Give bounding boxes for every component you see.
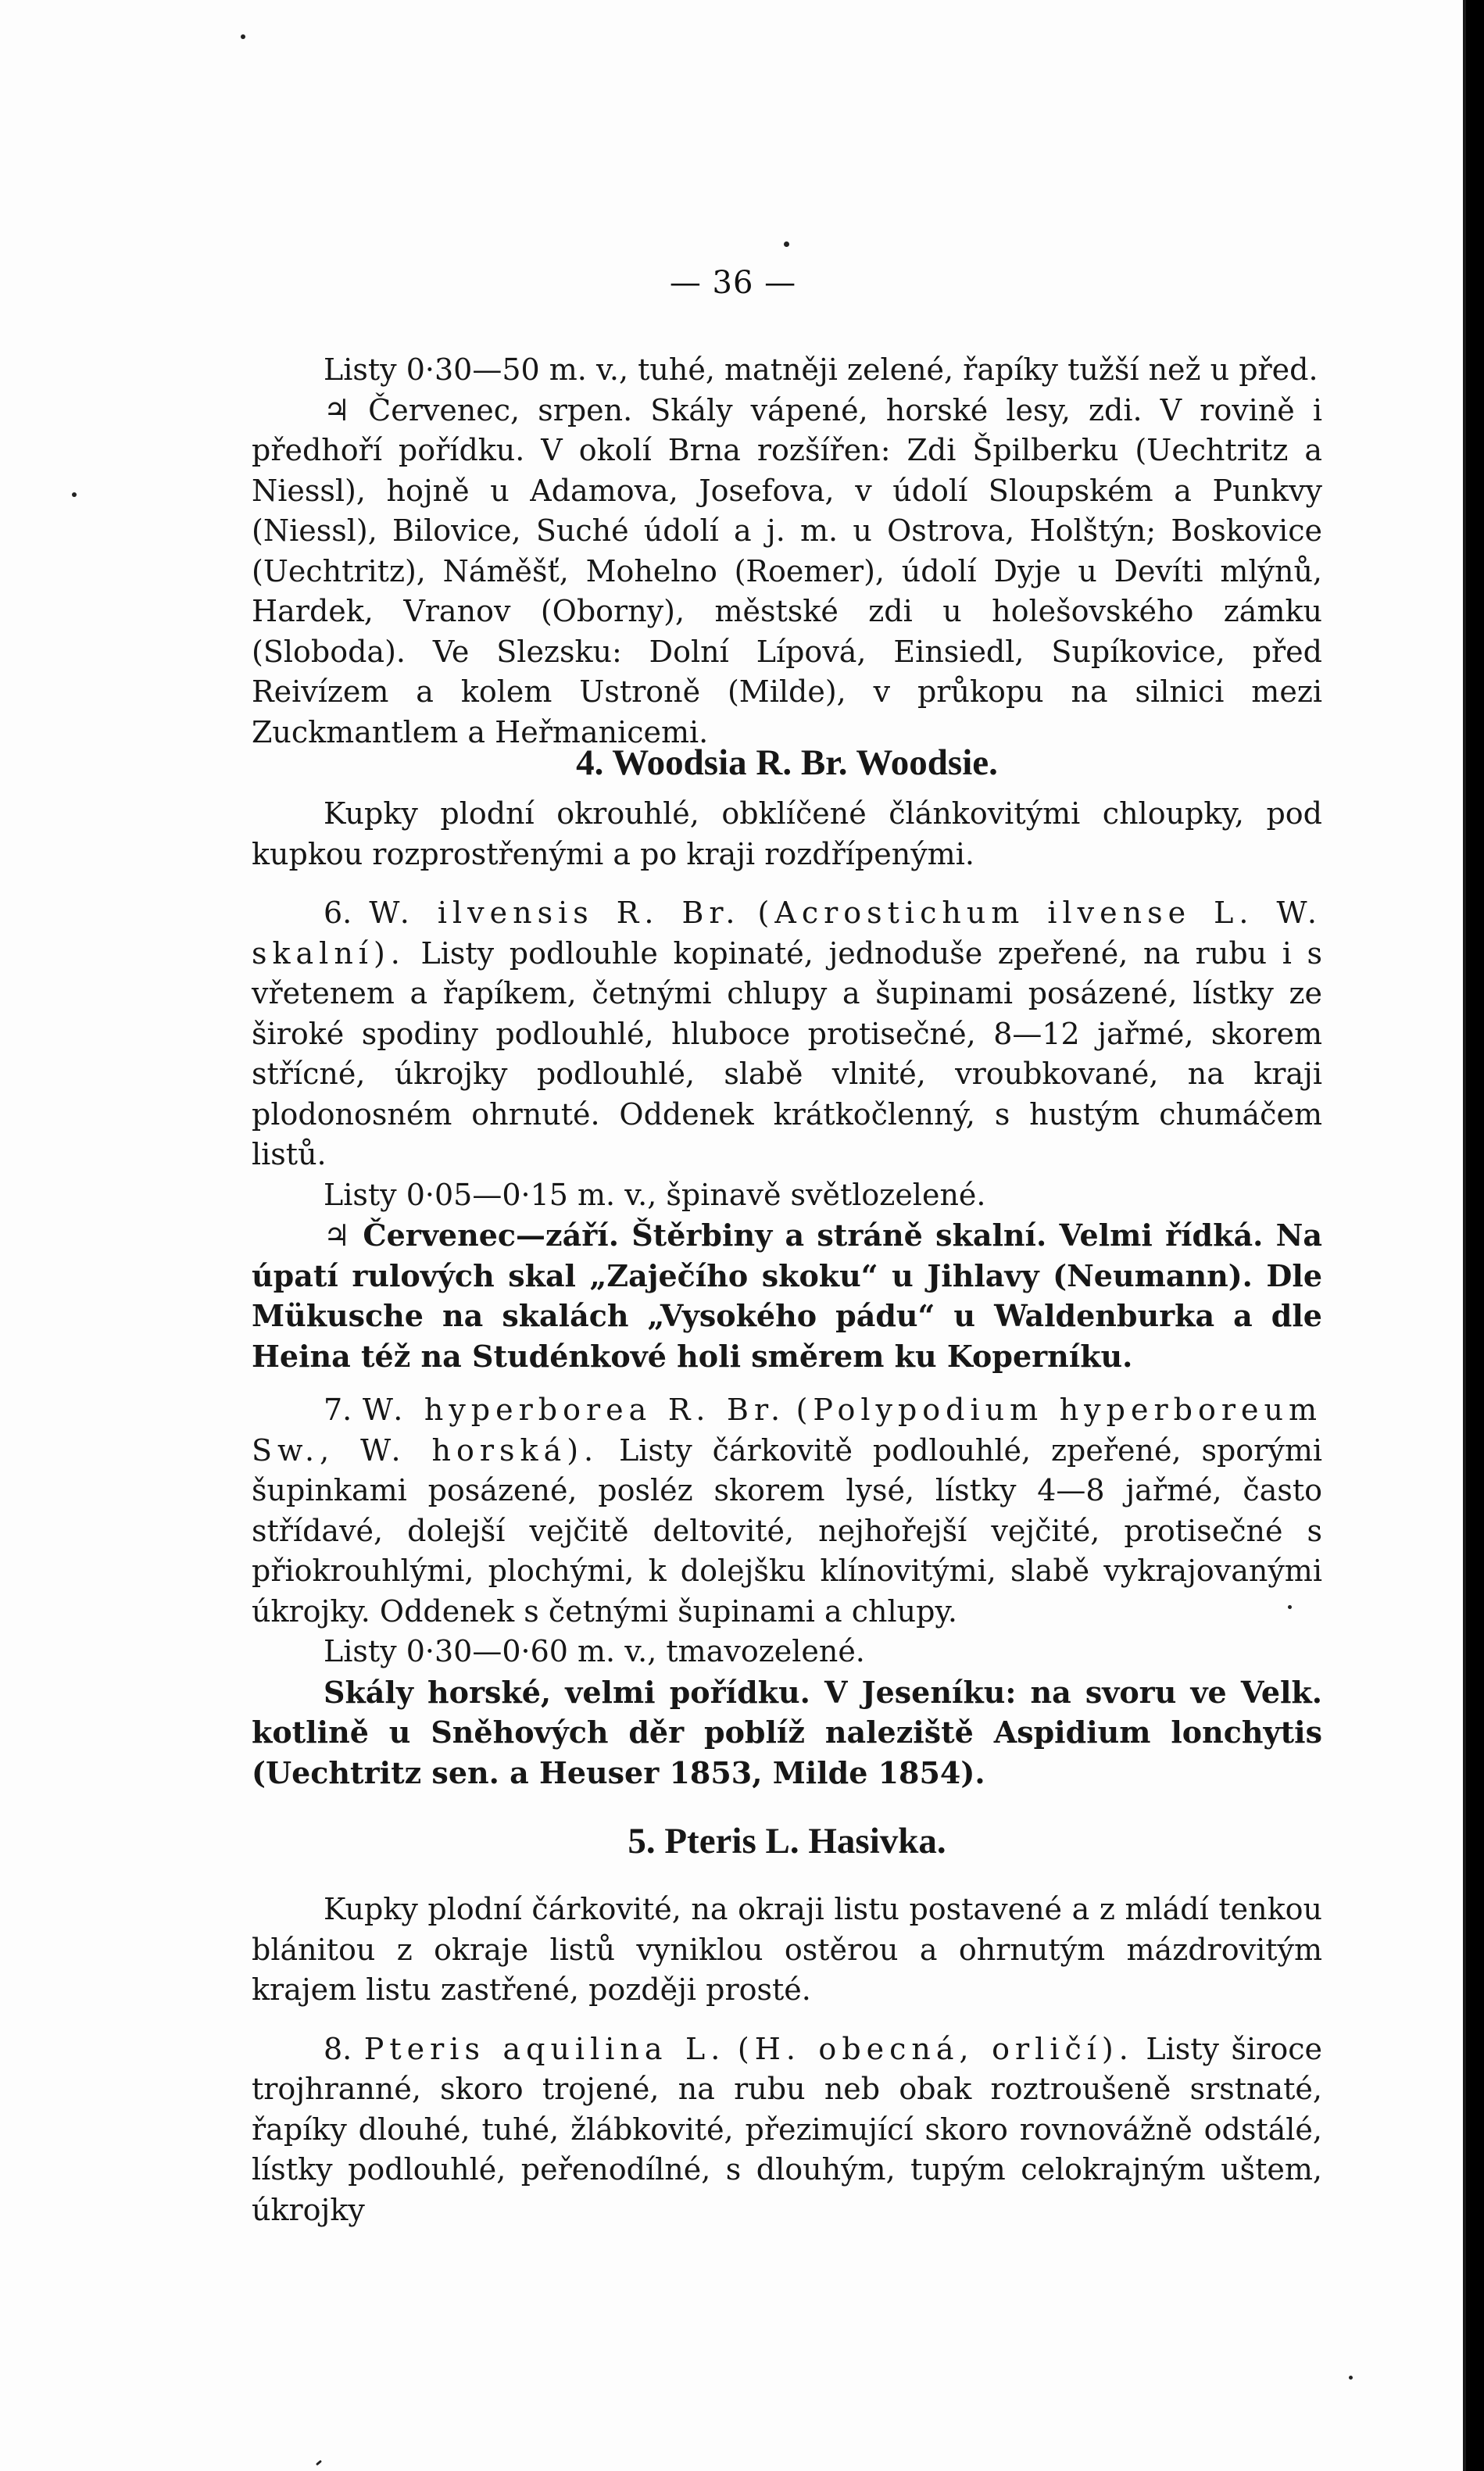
scan-speck: [316, 2460, 322, 2466]
genus-pteris: [252, 1818, 1322, 1865]
species-number: 6.: [324, 896, 352, 930]
species-entry: [252, 2029, 1322, 2231]
genus-heading: 4. Woodsia R. Br. Woodsie.: [576, 742, 998, 783]
species-name: W. hyperborea R. Br.: [362, 1393, 786, 1427]
continued-entry: [252, 350, 1322, 753]
leaf-size-text: Listy 0·30—50 m. v., tuhé, matněji zelené, řapíky tužší než u před.: [324, 352, 1318, 387]
scan-speck: [1349, 2376, 1353, 2380]
species-number: 8.: [324, 2031, 352, 2066]
scan-speck: [784, 241, 789, 247]
genus-heading: 5. Pteris L. Hasivka.: [628, 1821, 946, 1861]
genus-description: Kupky plodní okrouhlé, obklíčené článkovitými chloupky, pod kupkou rozprostřenými a po kraji rozdřípenými.: [252, 796, 1322, 871]
species-description: Listy podlouhle kopinaté, jednoduše zpeřené, na rubu i s vřetenem a řapíkem, četnými chlupy a šupinami posázené, lístky ze široké spodiny podlouhlé, hluboce protisečné, 8—12 jařmé, skorem střícné, úkrojky podlouhlé, slabě vlnité, vroubkované, na kraji plodonosném ohrnuté. Oddenek krátkočlenný, s hustým chumáčem listů.: [252, 935, 1322, 1171]
species-synonym: (H. obecná, orličí).: [737, 2031, 1134, 2066]
species-name: W. ilvensis R. Br.: [369, 896, 741, 930]
species-synonym: (Acrostichum ilvense L. W. skalní).: [252, 896, 1322, 971]
genus-pteris-body: [252, 1890, 1322, 2230]
species-description: Listy široce trojhranné, skoro trojené, na rubu neb obak roztroušeně srstnaté, řapíky dlouhé, tuhé, žlábkovité, přezimující skoro rovnovážně odstálé, lístky podlouhlé, peřenodílné, s dlouhým, tupým celokrajným uštem, úkrojky: [252, 2031, 1322, 2227]
scan-speck: [1288, 1605, 1292, 1609]
species-entry: [252, 1390, 1322, 1632]
leaf-size-text: Listy 0·30—0·60 m. v., tmavozelené.: [324, 1634, 865, 1668]
habitat-text: ♃ Červenec—září. Štěrbiny a stráně skalní. Velmi řídká. Na úpatí rulových skal „Zaječího skoku“ u Jihlavy (Neumann). Dle Mükusche na skalách „Vysokého pádu“ u Waldenburka a dle Heina též na Studénkové holi směrem ku Koperníku.: [252, 1218, 1322, 1374]
species-synonym: (Polypodium hyperboreum Sw., W. horská).: [252, 1393, 1322, 1468]
scan-speck: [241, 34, 245, 39]
habitat-text: Skály horské, velmi pořídku. V Jeseníku: na svoru ve Velk. kotlině u Sněhových děr poblíž naleziště Aspidium lonchytis (Uechtritz sen. a Heuser 1853, Milde 1854).: [252, 1674, 1322, 1790]
species-description: Listy čárkovitě podlouhlé, zpeřené, sporými šupinkami posázené, posléz skorem lysé, lístky 4—8 jařmé, často střídavé, dolejší vejčitě deltovité, nejhořejší vejčité, protisečné s přiokrouhlými, plochými, k dolejšku klínovitými, slabě vykrajovanými úkrojky. Oddenek s četnými šupinami a chlupy.: [252, 1432, 1323, 1629]
genus-description: Kupky plodní čárkovité, na okraji listu postavené a z mládí tenkou blánitou z okraje listů vyniklou ostěrou a ohrnutým mázdrovitým krajem listu zastřené, později prosté.: [252, 1892, 1322, 2007]
genus-woodsia: [252, 739, 1322, 786]
species-number: 7.: [324, 1393, 352, 1427]
leaf-size-text: Listy 0·05—0·15 m. v., špinavě světlozelené.: [324, 1177, 986, 1212]
species-name: Pteris aquilina L.: [363, 2031, 726, 2066]
scan-speck: [72, 492, 77, 497]
page-number: — 36 —: [669, 265, 797, 301]
genus-woodsia-body: [252, 794, 1322, 1793]
habitat-text: ♃ Červenec, srpen. Skály vápené, horské lesy, zdi. V rovině i předhoří pořídku. V okolí Brna rozšířen: Zdi Špilberku (Uechtritz a Niessl), hojně u Adamova, Josefova, v údolí Sloupském a Punkvy (Niessl), Bilovice, Suché údolí a j. m. u Ostrova, Holštýn; Boskovice (Uechtritz), Náměšť, Mohelno (Roemer), údolí Dyje u Devíti mlýnů, Hardek, Vranov (Oborny), městské zdi u holešovského zámku (Sloboda). Ve Slezsku: Dolní Lípová, Einsiedl, Supíkovice, před Reivízem a kolem Ustroně (Milde), v průkopu na silnici mezi Zuckmantlem a Heřmanicemi.: [252, 392, 1322, 749]
species-entry: [252, 893, 1322, 1175]
